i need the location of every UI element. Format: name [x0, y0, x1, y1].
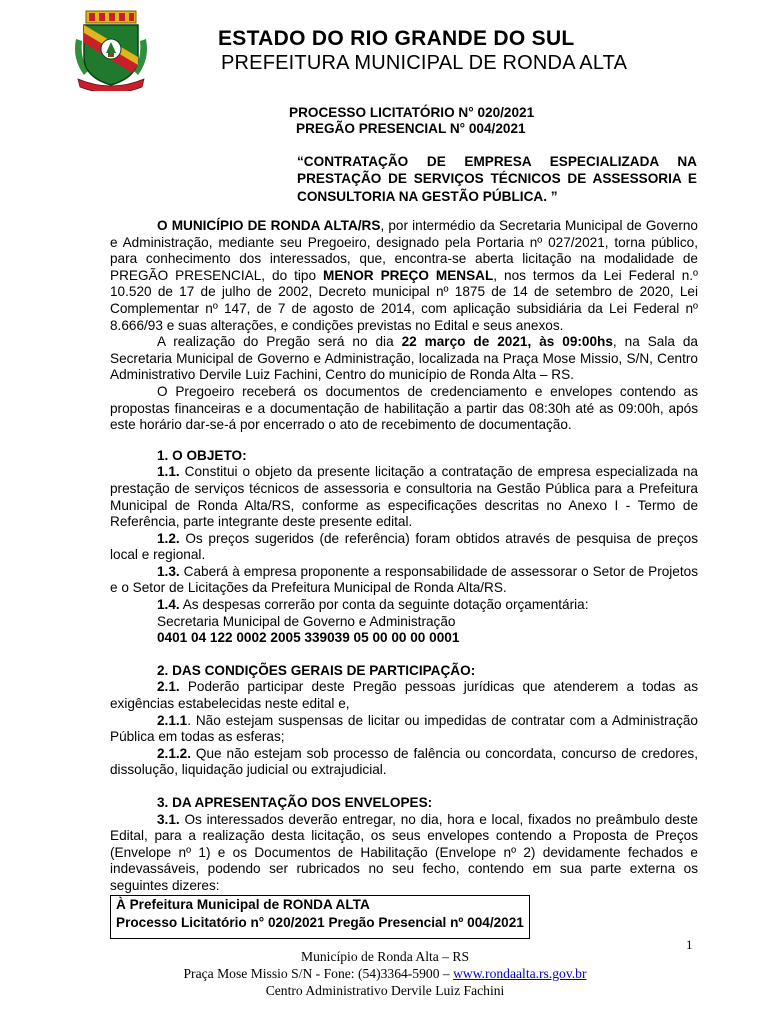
item-number: 2.1.2.	[157, 745, 192, 761]
website-link[interactable]: www.rondaalta.rs.gov.br	[453, 966, 587, 981]
item-1-4	[110, 597, 698, 614]
item-2-1-1	[110, 713, 698, 746]
municipality-name: O MUNICÍPIO DE RONDA ALTA/RS	[157, 218, 381, 233]
municipality-title: PREFEITURA MUNICIPAL DE RONDA ALTA	[221, 52, 628, 74]
intro-text-a: , por intermédio da Secretaria Municipal de Governo e Administração, mediante seu Pregoeiro, designado pela Portaria nº 027/2021, torna público, para conhecimento dos interessados, que, encontra-se aberta licitação na modalidade de PREGÃO PRESENCIAL, do tipo	[110, 218, 698, 283]
envelope-process: Processo Licitatório n° 020/2021 Pregão Presencial nº 004/2021	[116, 914, 524, 930]
item-text: Constitui o objeto da presente licitação a contratação de empresa especializada na prestação de serviços técnicos de assessoria e consultoria na Gestão Pública para a Prefeitura Municipal de Ronda Alta/RS, conforme as especificações descritas no Anexo I - Termo de Referência, parte integrante deste presente edital.	[110, 464, 698, 530]
item-text: Que não estejam sob processo de falência ou concordata, concurso de credores, dissolução, liquidação judicial ou extrajudicial.	[110, 745, 698, 778]
item-number: 2.1.	[157, 679, 180, 695]
process-number: PROCESSO LICITATÓRIO N° 020/2021	[289, 105, 535, 120]
pregao-number: PREGÃO PRESENCIAL N° 004/2021	[296, 121, 526, 136]
item-number: 1.2.	[157, 530, 180, 546]
item-text: As despesas correrão por conta da seguinte dotação orçamentária:	[179, 597, 589, 613]
municipal-coat-of-arms-logo	[70, 9, 152, 91]
section-2-title: 2. DAS CONDIÇÕES GERAIS DE PARTICIPAÇÃO:	[157, 662, 476, 678]
section-3-title: 3. DA APRESENTAÇÃO DOS ENVELOPES:	[157, 795, 433, 810]
document-body	[110, 218, 698, 939]
item-number: 2.1.1	[157, 712, 188, 728]
budget-allocation-code: 0401 04 122 0002 2005 339039 05 00 00 00 0001	[157, 630, 460, 646]
item-text: Poderão participar deste Pregão pessoas jurídicas que atenderem a todas as exigências estabelecidas neste edital e,	[110, 679, 698, 712]
section-1-title: 1. O OBJETO:	[157, 447, 247, 463]
item-number: 1.3.	[157, 563, 180, 579]
page-number: 1	[686, 937, 693, 952]
state-title: ESTADO DO RIO GRANDE DO SUL	[218, 27, 575, 50]
footer-admin-center: Centro Administrativo Dervile Luiz Fachini	[265, 983, 505, 998]
item-3-1	[110, 812, 698, 895]
intro-text-b: , nos termos da Lei Federal n.º 10.520 de 17 de julho de 2002, Decreto municipal nº 1875 de 14 de setembro de 2020, Lei Complementar nº 147, de 7 de agosto de 2014, com aplicação subsidiária da Lei Federal nº 8.666/93 e suas alterações, e condições previstas no Edital e seus anexos.	[110, 267, 698, 333]
item-number: 3.1.	[157, 811, 180, 827]
item-text: Caberá à empresa proponente a responsabilidade de assessorar o Setor de Projetos e o Setor de Licitações da Prefeitura Municipal de Ronda Alta/RS.	[110, 563, 698, 596]
item-number: 1.1.	[157, 464, 180, 480]
session-date: 22 março de 2021, às 09:00hs	[401, 334, 613, 350]
contract-object-title: “CONTRATAÇÃO DE EMPRESA ESPECIALIZADA NA PRESTAÇÃO DE SERVIÇOS TÉCNICOS DE ASSESSORIA E CONSULTORIA NA GESTÃO PÚBLICA. ”	[297, 154, 697, 204]
item-text: Os interessados deverão entregar, no dia, hora e local, fixados no preâmbulo deste Edital, para a realização desta licitação, os seus envelopes contendo a Proposta de Preços (Envelope nº 1) e os Documentos de Habilitação (Envelope nº 2) devidamente fechados e indevassáveis, podendo ser rubricados no seu fecho, contendo em sua parte externa os seguintes dizeres:	[110, 811, 698, 893]
item-number: 1.4.	[157, 597, 180, 613]
envelope-recipient: À Prefeitura Municipal de RONDA ALTA	[116, 896, 370, 912]
item-2-1-2	[110, 746, 698, 779]
item-1-2	[110, 531, 698, 564]
item-2-1	[110, 679, 698, 712]
footer-address-text: Praça Mose Missio S/N - Fone: (54)3364-5900 –	[183, 966, 454, 981]
envelope-label-box	[110, 895, 530, 939]
footer-address	[0, 966, 770, 982]
date-text-b: , na Sala da Secretaria Municipal de Governo e Administração, localizada na Praça Mose Missio, S/N, Centro Administrativo Dervile Luiz Fachini, Centro do município de Ronda Alta – RS.	[110, 334, 698, 383]
item-text: Os preços sugeridos (de referência) foram obtidos através de pesquisa de preços local e regional.	[110, 530, 698, 563]
footer-municipality: Município de Ronda Alta – RS	[300, 949, 470, 964]
intro-paragraph	[110, 218, 698, 334]
pregoeiro-paragraph: O Pregoeiro receberá os documentos de credenciamento e envelopes contendo as propostas financeiras e a documentação de habilitação a partir das 08:30h até as 09:00h, após este horário dar-se-á por encerrado o ato de recebimento de documentação.	[110, 383, 698, 433]
item-1-3	[110, 564, 698, 597]
budget-secretaria: Secretaria Municipal de Governo e Administração	[157, 613, 456, 629]
item-1-1	[110, 464, 698, 530]
price-type: MENOR PREÇO MENSAL	[323, 267, 494, 283]
date-text-a: A realização do Pregão será no dia	[157, 334, 402, 350]
item-text: . Não estejam suspensas de licitar ou impedidas de contratar com a Administração Pública em todas as esferas;	[110, 712, 698, 745]
date-paragraph	[110, 334, 698, 384]
